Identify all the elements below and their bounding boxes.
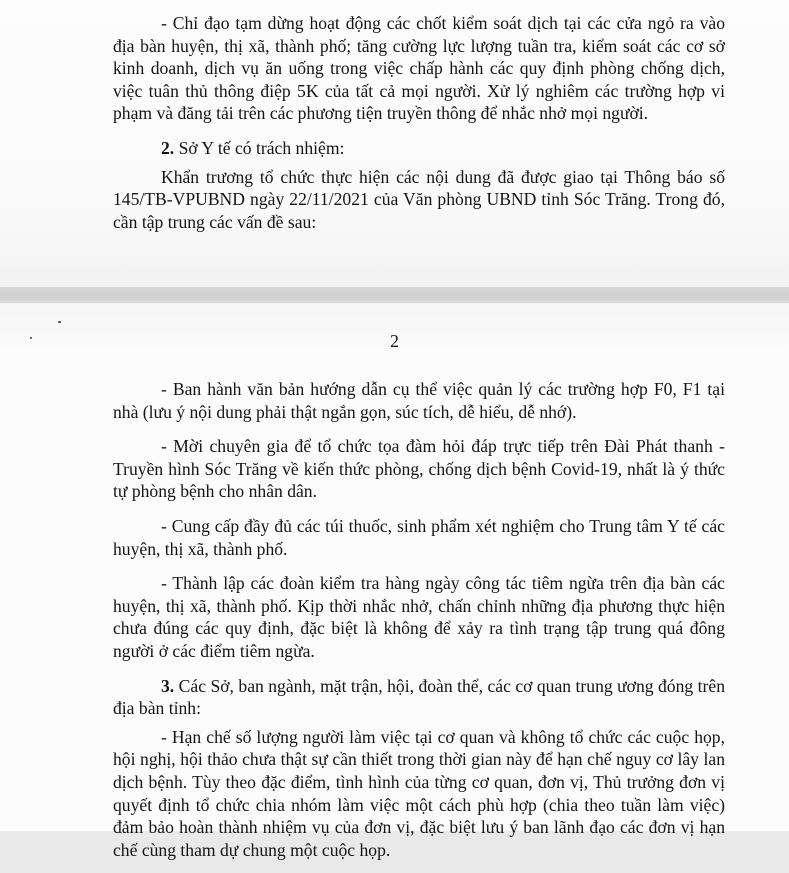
section-3-heading — [113, 675, 725, 720]
bullet-medicine-kits: - Cung cấp đầy đủ các túi thuốc, sinh phẩm xét nghiệm cho Trung tâm Y tế các huyện, thị xã, thành phố. — [113, 515, 725, 559]
page-top-body — [113, 12, 725, 245]
page-number: 2 — [390, 331, 399, 351]
bullet-inspection-teams: - Thành lập các đoàn kiểm tra hàng ngày công tác tiêm ngừa trên địa bàn các huyện, thị xã, thành phố. Kịp thời nhắc nhở, chấn chỉnh những địa phương thực hiện chưa đúng các quy định, đặc biệt là không để xảy ra tình trạng tập trung quá đông người ở các điểm tiêm ngừa. — [113, 573, 725, 661]
scan-speck — [58, 321, 61, 323]
section-2-intro: Khẩn trương tổ chức thực hiện các nội dung đã được giao tại Thông báo số 145/TB-VPUBND ngày 22/11/2021 của Văn phòng UBND tỉnh Sóc Trăng. Trong đó, cần tập trung các vấn đề sau: — [113, 166, 725, 232]
page-bottom-body — [113, 378, 725, 873]
bullet-f0-f1-guidance: - Ban hành văn bản hướng dẫn cụ thể việc quản lý các trường hợp F0, F1 tại nhà (lưu ý nội dung phải thật ngắn gọn, súc tích, dễ hiểu, dễ nhớ). — [113, 379, 725, 422]
bullet-expert-talk: - Mời chuyên gia để tổ chức tọa đàm hỏi đáp trực tiếp trên Đài Phát thanh - Truyền hình Sóc Trăng về kiến thức phòng, chống dịch bệnh Covid-19, nhất là ý thức tự phòng bệnh cho nhân dân. — [113, 436, 725, 502]
document-page-top — [0, 0, 789, 287]
section-2-number: 2. — [161, 137, 175, 158]
section-3-title: Các Sở, ban ngành, mặt trận, hội, đoàn thể, các cơ quan trung ương đóng trên địa bàn tỉnh: — [113, 675, 725, 719]
page-separator — [0, 287, 789, 303]
section-2-title: Sở Y tế có trách nhiệm: — [174, 137, 345, 158]
bullet-limit-meetings: - Hạn chế số lượng người làm việc tại cơ quan và không tổ chức các cuộc họp, hội nghị, hội thảo chưa thật sự cần thiết trong thời gian này để hạn chế nguy cơ lây lan dịch bệnh. Tùy theo đặc điểm, tình hình của từng cơ quan, đơn vị, Thủ trưởng đơn vị quyết định tổ chức chia nhóm làm việc một cách phù hợp (chia theo tuần làm việc) đảm bảo hoàn thành nhiệm vụ của đơn vị, đặc biệt lưu ý ban lãnh đạo các đơn vị hạn chế cùng tham dự chung một cuộc họp. — [113, 726, 725, 860]
section-2-heading — [113, 137, 725, 160]
top-bullet-checkpoints: - Chỉ đạo tạm dừng hoạt động các chốt kiểm soát dịch tại các cửa ngỏ ra vào địa bàn huyện, thị xã, thành phố; tăng cường lực lượng tuần tra, kiểm soát các cơ sở kinh doanh, dịch vụ ăn uống trong việc chấp hành các quy định phòng chống dịch, việc tuân thủ thông điệp 5K của tất cả mọi người. Xử lý nghiêm các trường hợp vi phạm và đăng tải trên các phương tiện truyền thông để nhắc nhở mọi người. — [113, 13, 725, 124]
section-3-number: 3. — [161, 675, 175, 696]
